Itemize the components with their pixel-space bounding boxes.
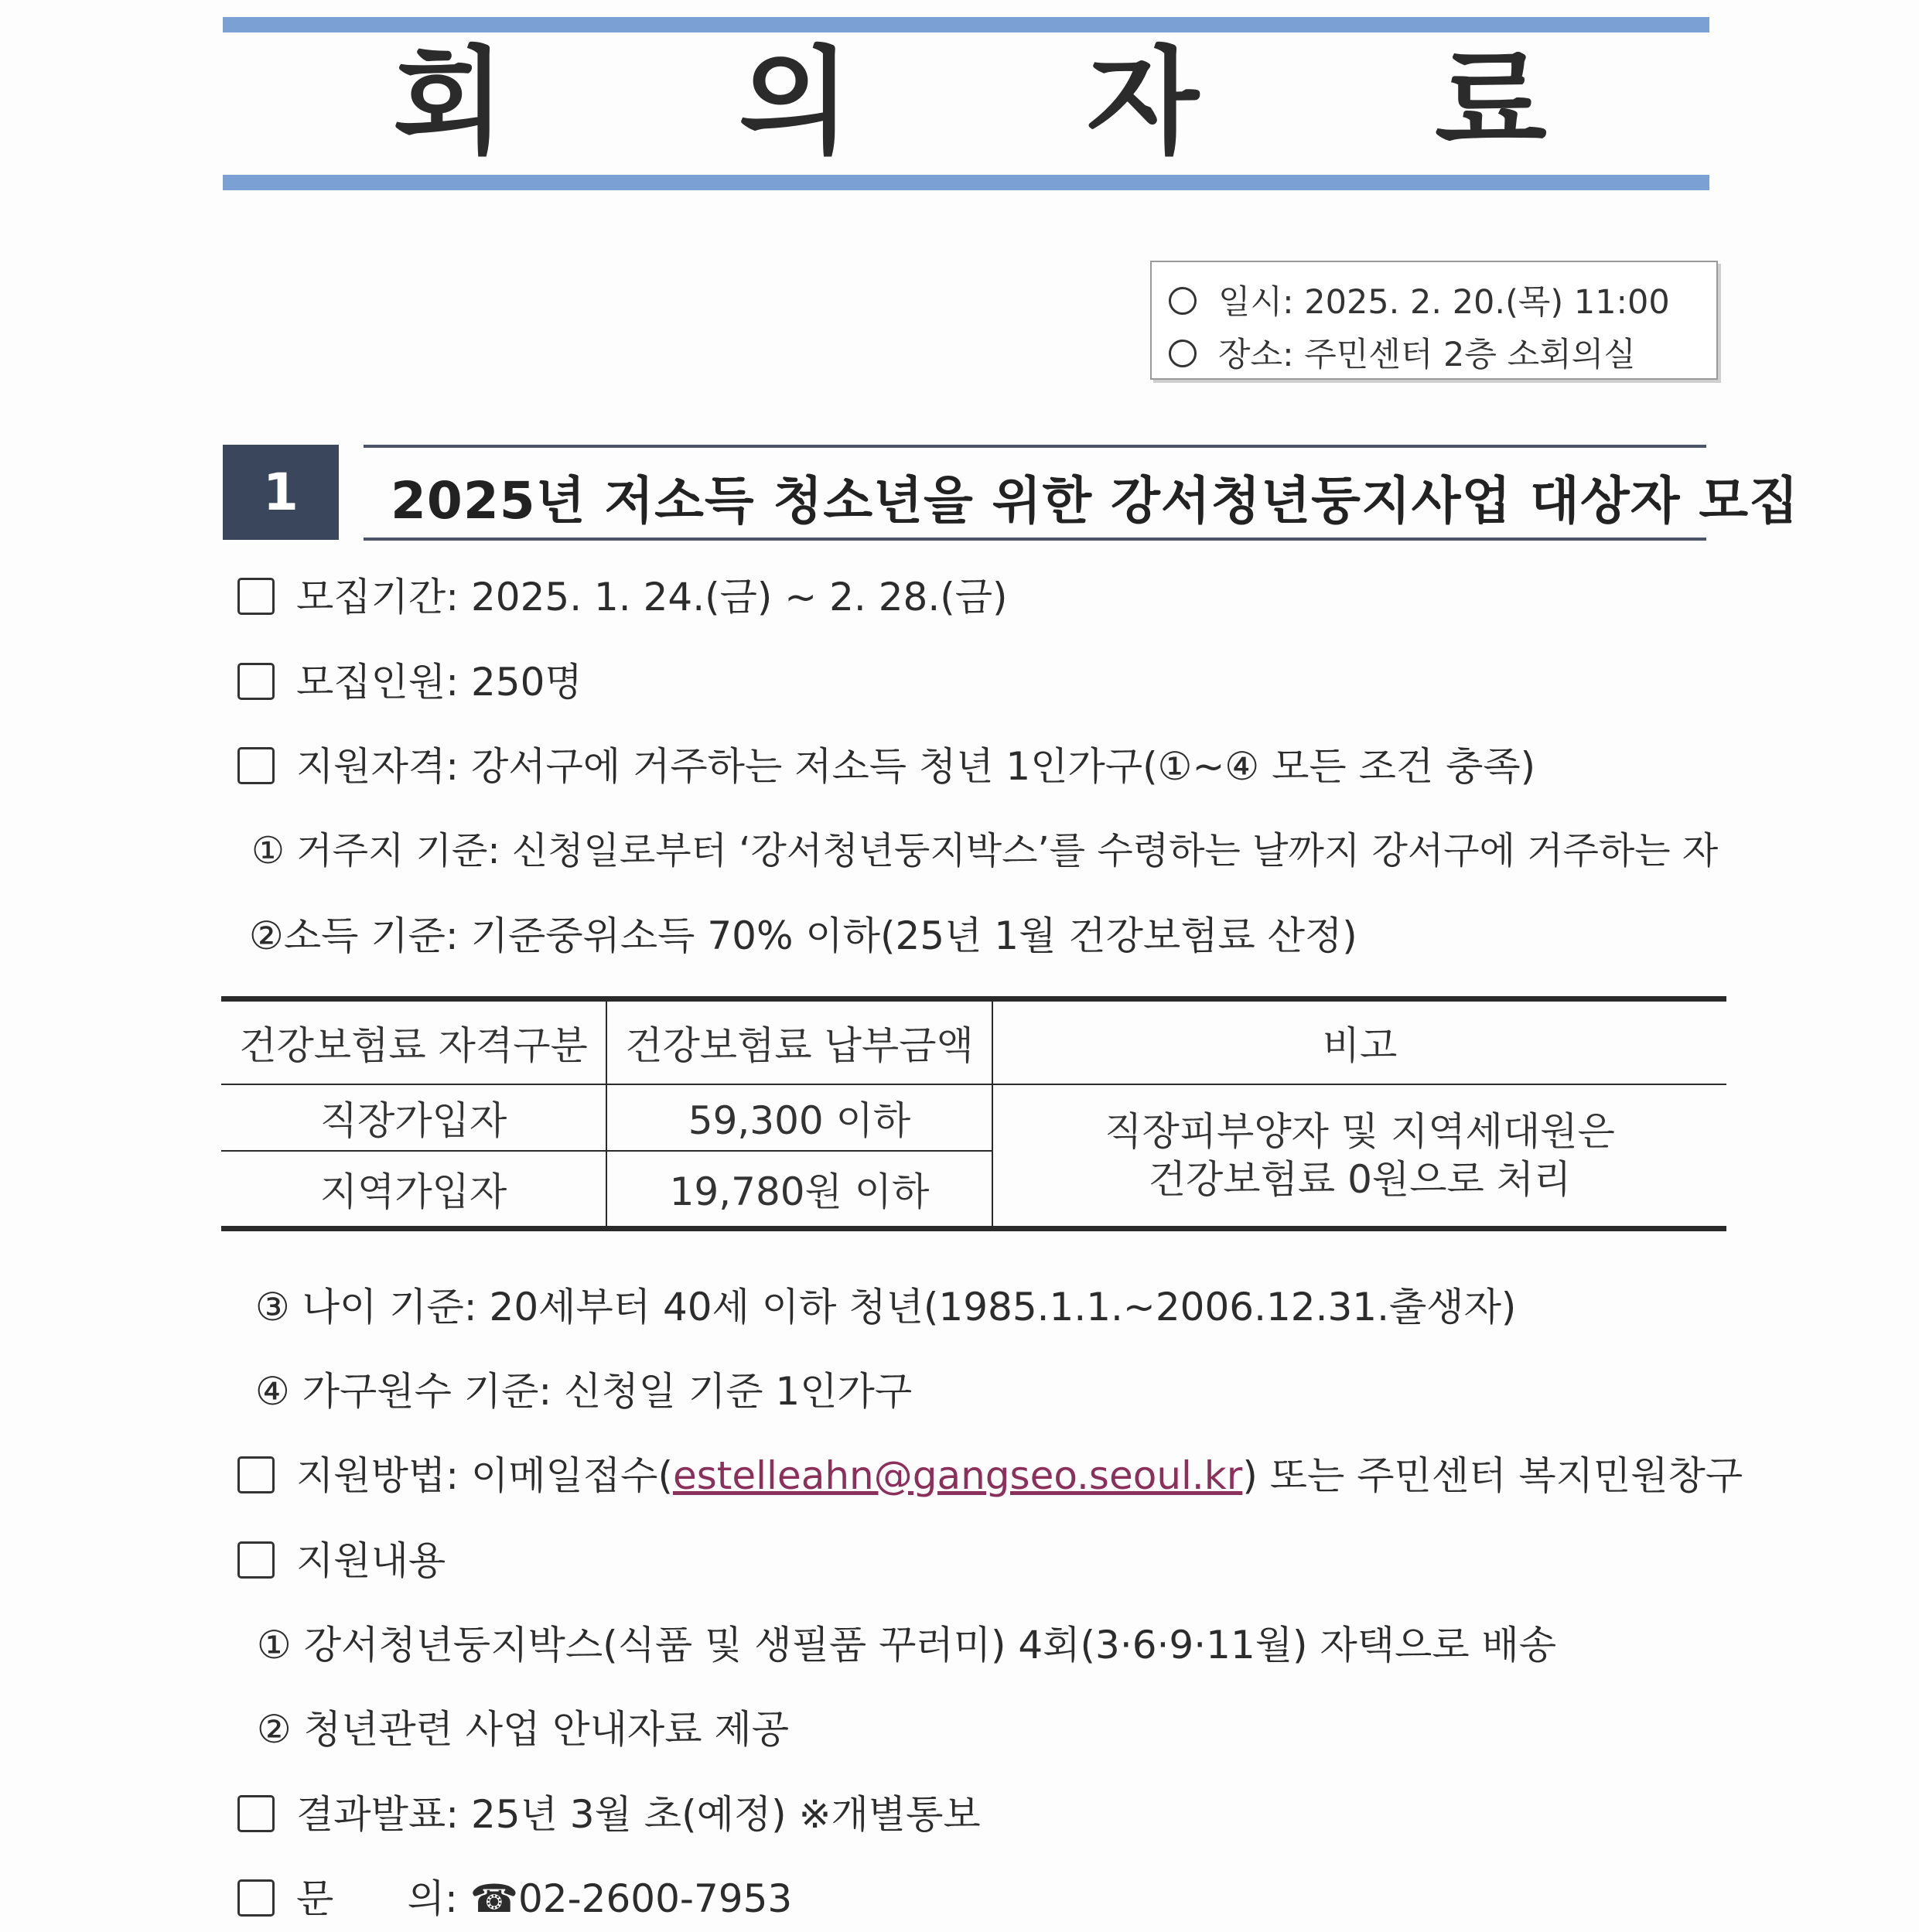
- place-value: 주민센터 2층 소회의실: [1304, 336, 1636, 374]
- table-cell-regional-amount: 19,780원 이하: [669, 1169, 930, 1214]
- note-line-2: 건강보험료 0원으로 처리: [1148, 1157, 1572, 1202]
- eligibility-label: 지원자격: [296, 744, 446, 789]
- result-value: 25년 3월 초(예정) ※개별통보: [470, 1792, 981, 1837]
- content-label: 지원내용: [296, 1538, 446, 1583]
- email-link[interactable]: estelleahn@gangseo.seoul.kr: [672, 1453, 1243, 1498]
- result-label: 결과발표: [296, 1792, 446, 1837]
- checkbox-icon: [237, 1795, 275, 1832]
- table-cell-employee: 직장가입자: [319, 1098, 507, 1143]
- method-label: 지원방법: [296, 1453, 446, 1498]
- headcount-label: 모집인원: [296, 660, 446, 705]
- section-number: 1: [223, 445, 339, 540]
- checkbox-icon: [237, 578, 275, 615]
- date-value: 2025. 2. 20.(목) 11:00: [1304, 283, 1670, 322]
- item-inquiry: 문 의: ☎02-2600-7953: [237, 1868, 792, 1923]
- content-box-delivery: ① 강서청년둥지박스(식품 및 생필품 꾸러미) 4회(3·6·9·11월) 자택으로 배송: [257, 1623, 1557, 1667]
- date-label: 일시: [1218, 283, 1283, 322]
- item-eligibility: 지원자격: 강서구에 거주하는 저소득 청년 1인가구(①~④ 모든 조건 충족): [237, 736, 1535, 791]
- inquiry-label: 문 의: [296, 1876, 445, 1921]
- table-cell-regional: 지역가입자: [319, 1169, 507, 1214]
- criteria-income: ②소득 기준: 기준중위소득 70% 이하(25년 1월 건강보험료 산정): [249, 913, 1357, 958]
- meeting-date: 일시: 2025. 2. 20.(목) 11:00: [1169, 276, 1670, 323]
- circle-bullet-icon: [1169, 287, 1197, 315]
- section-line-bottom: [364, 538, 1706, 541]
- table-header-amount: 건강보험료 납부금액: [625, 1023, 974, 1068]
- item-period: 모집기간: 2025. 1. 24.(금) ~ 2. 28.(금): [237, 566, 1008, 622]
- meeting-info-box: [1150, 261, 1718, 380]
- table-cell-employee-amount: 59,300 이하: [688, 1098, 911, 1143]
- section-line-top: [364, 445, 1706, 448]
- criteria-household: ④ 가구원수 기준: 신청일 기준 1인가구: [255, 1369, 913, 1414]
- eligibility-value: 강서구에 거주하는 저소득 청년 1인가구(①~④ 모든 조건 충족): [470, 744, 1536, 789]
- section-title: 2025년 저소득 청소년을 위한 강서청년둥지사업 대상자 모집: [391, 471, 1799, 531]
- table-bottom-border: [221, 1226, 1726, 1231]
- table-top-border: [221, 996, 1726, 1002]
- method-suffix: ) 또는 주민센터 복지민원창구: [1242, 1453, 1743, 1498]
- checkbox-icon: [237, 1541, 275, 1579]
- table-header-note: 비고: [1322, 1023, 1398, 1068]
- checkbox-icon: [237, 1456, 275, 1493]
- method-prefix: 이메일접수(: [470, 1453, 673, 1498]
- note-line-1: 직장피부양자 및 지역세대원은: [1105, 1108, 1615, 1154]
- title-char-4: 료: [1435, 36, 1547, 170]
- meeting-place: 장소: 주민센터 2층 소회의실: [1169, 329, 1636, 376]
- content-info-materials: ② 청년관련 사업 안내자료 제공: [257, 1707, 789, 1752]
- headcount-value: 250명: [470, 660, 582, 705]
- title-bar-bottom: [223, 175, 1709, 190]
- criteria-residence: ① 거주지 기준: 신청일로부터 ‘강서청년둥지박스’를 수령하는 날까지 강서구에 거주하는 자: [251, 829, 1719, 872]
- item-method: 지원방법: 이메일접수(estelleahn@gangseo.seoul.kr) 또는 주민센터 복지민원창구: [237, 1445, 1743, 1500]
- period-label: 모집기간: [296, 575, 446, 620]
- title-bar-top: [223, 17, 1709, 32]
- criteria-age: ③ 나이 기준: 20세부터 40세 이하 청년(1985.1.1.~2006.12.31.출생자): [255, 1285, 1517, 1330]
- item-headcount: 모집인원: 250명: [237, 651, 582, 707]
- title-char-1: 회: [393, 36, 505, 170]
- title-char-3: 자: [1087, 36, 1199, 170]
- circle-bullet-icon: [1169, 340, 1197, 367]
- table-cell-note: [993, 1085, 1726, 1226]
- inquiry-phone: ☎02-2600-7953: [470, 1876, 793, 1921]
- checkbox-icon: [237, 663, 275, 700]
- title-char-2: 의: [739, 36, 851, 170]
- period-value: 2025. 1. 24.(금) ~ 2. 28.(금): [470, 575, 1008, 620]
- place-label: 장소: [1218, 336, 1283, 374]
- checkbox-icon: [237, 747, 275, 784]
- table-header-category: 건강보험료 자격구분: [239, 1023, 588, 1068]
- checkbox-icon: [237, 1879, 275, 1917]
- item-result: 결과발표: 25년 3월 초(예정) ※개별통보: [237, 1784, 981, 1839]
- item-content: [237, 1530, 446, 1586]
